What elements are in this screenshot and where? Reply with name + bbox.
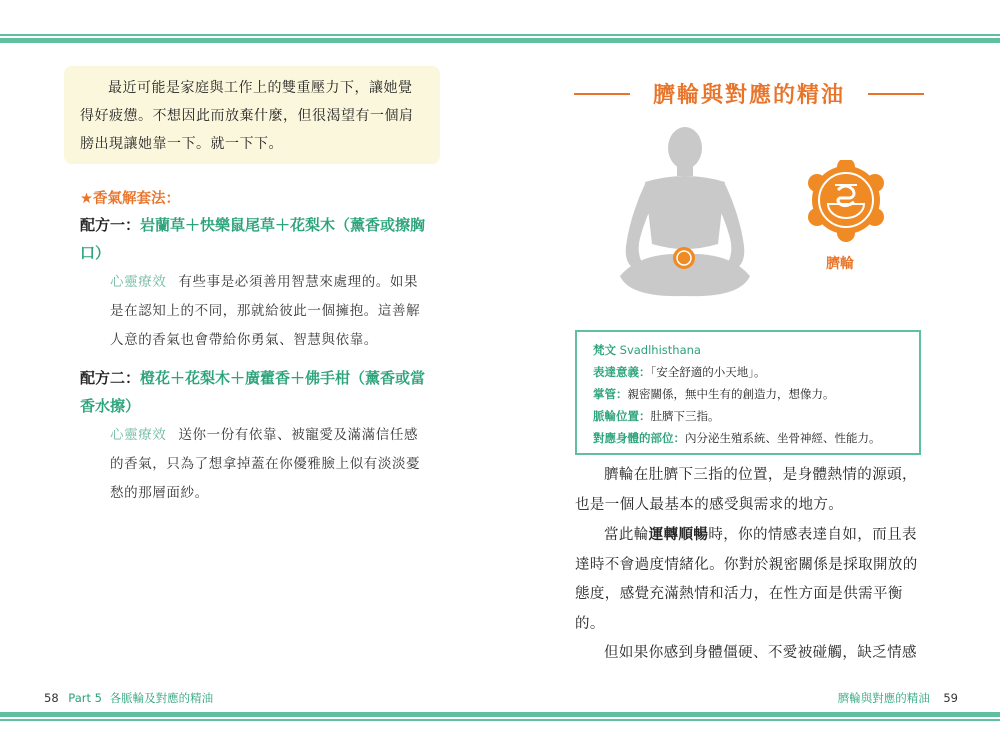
info-row-body-parts: 對應身體的部位：內分泌生殖系統、坐骨神經、性能力。	[593, 431, 881, 445]
footer-chapter-right: 臍輪與對應的精油	[837, 691, 930, 705]
intro-callout	[64, 66, 440, 164]
section-heading	[574, 78, 924, 108]
heading-rule-left	[574, 93, 630, 95]
formula-1-lead: 配方一：	[80, 216, 141, 234]
bottom-rule-thick	[0, 712, 1000, 717]
formula-2-effect	[110, 421, 432, 508]
info-row-location: 脈輪位置：肚臍下三指。	[593, 409, 720, 423]
footer-right	[838, 690, 958, 706]
formula-2-ingredients: 橙花＋花梨木＋廣藿香＋佛手柑（薰香或當香水擦）	[80, 369, 426, 415]
formula-2-effect-text: 送你一份有依靠、被寵愛及滿滿信任感的香氣，只為了想拿掉蓋在你優雅臉上似有淡淡憂愁的那層面紗。	[110, 427, 421, 501]
info-row-meaning: 表達意義：「安全舒適的小天地」。	[593, 365, 766, 379]
heading-title: 臍輪與對應的精油	[652, 83, 845, 108]
footer-left	[44, 690, 213, 706]
page-number-left: 58	[44, 691, 59, 705]
formula-1	[80, 211, 440, 267]
body-paragraph-1: 臍輪在肚臍下三指的位置，是身體熱情的源頭，也是一個人最基本的感受與需求的地方。	[575, 467, 917, 513]
top-rule-thin	[0, 34, 1000, 36]
remedy-title: ★香氣解套法：	[80, 191, 180, 207]
formula-2-effect-tag: 心靈療效	[110, 427, 167, 443]
top-rule-thick	[0, 38, 1000, 43]
callout-text: 最近可能是家庭與工作上的雙重壓力下，讓她覺得好疲憊。不想因此而放棄什麼，但很渴望有一個肩膀出現讓她靠一下。就一下下。	[80, 80, 414, 152]
body-paragraph-2: 當此輪運轉順暢時，你的情感表達自如，而且表達時不會過度情緒化。你對於親密關係是採取開放的態度，感覺充滿熱情和活力，在性方面是供需平衡的。	[575, 526, 918, 632]
sacral-chakra-emblem-icon	[806, 160, 886, 248]
bottom-rule-thin	[0, 719, 1000, 721]
info-row-sanskrit: 梵文 Svadlhisthana	[593, 343, 701, 357]
formula-1-ingredients: 岩蘭草＋快樂鼠尾草＋花梨木（薰香或擦胸口）	[80, 216, 426, 262]
footer-part: Part 5	[68, 691, 102, 705]
right-body-text	[575, 461, 923, 669]
page-number-right: 59	[943, 691, 958, 705]
chakra-info-box	[575, 330, 921, 455]
formula-1-effect-tag: 心靈療效	[110, 274, 167, 290]
formula-2-lead: 配方二：	[80, 369, 141, 387]
formula-1-effect	[110, 268, 432, 355]
formula-2	[80, 364, 440, 420]
info-row-governs: 掌管：親密關係，無中生有的創造力，想像力。	[593, 387, 835, 401]
body-paragraph-3: 但如果你感到身體僵硬、不愛被碰觸，缺乏情感	[604, 645, 917, 661]
formula-1-effect-text: 有些事是必須善用智慧來處理的。如果是在認知上的不同，那就給彼此一個擁抱。這善解人意的香氣也會帶給你勇氣、智慧與依靠。	[110, 274, 421, 348]
meditating-figure-illustration	[600, 126, 770, 306]
emblem-label: 臍輪	[826, 256, 854, 272]
heading-rule-right	[868, 93, 924, 95]
footer-chapter-left: 各脈輪及對應的精油	[109, 691, 214, 705]
